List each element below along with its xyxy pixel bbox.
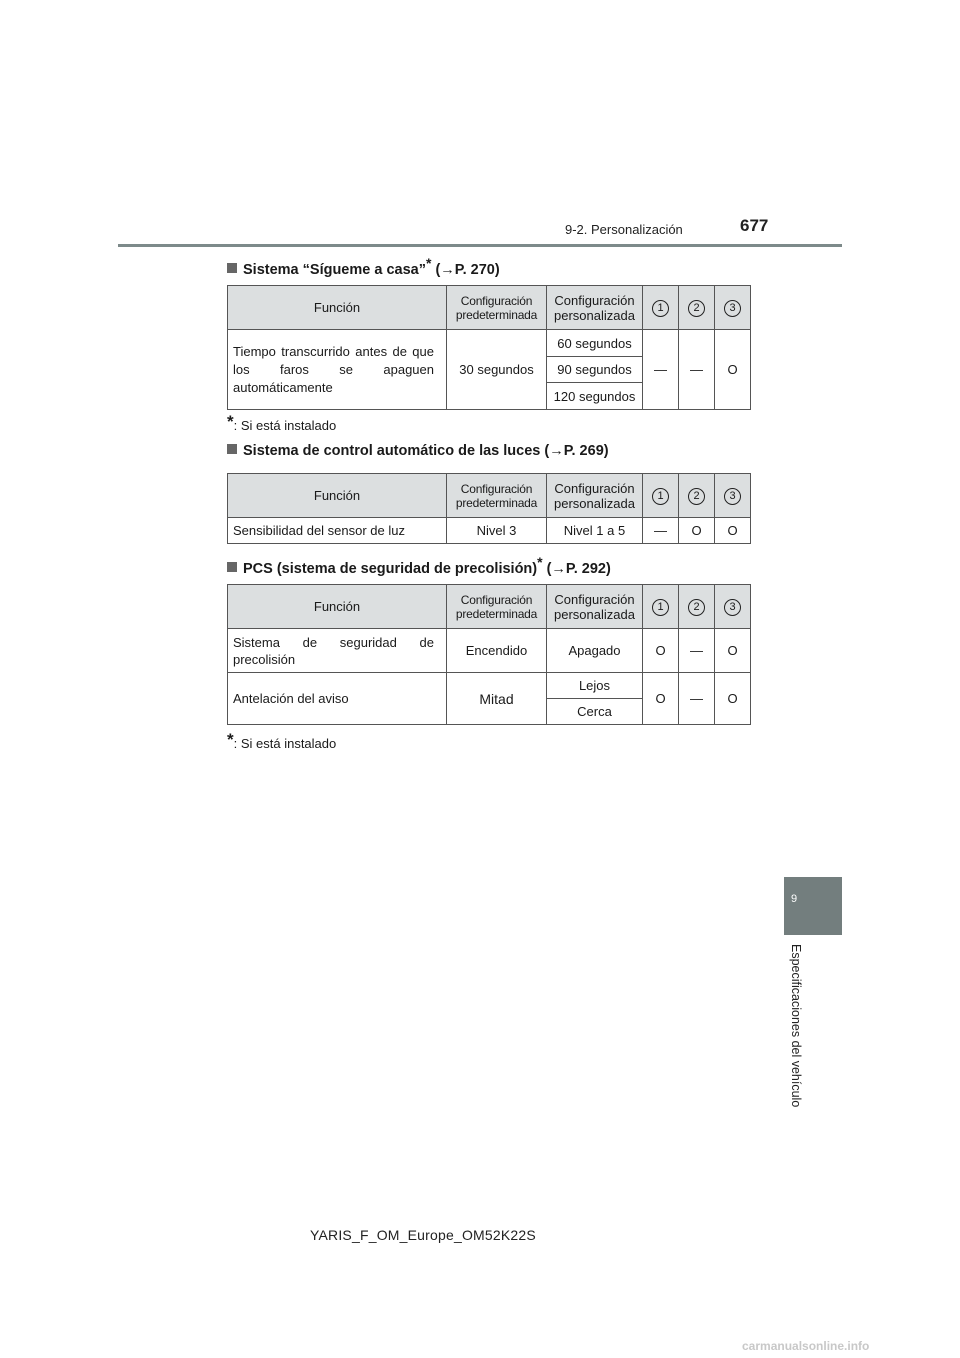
square-bullet-icon [227, 263, 237, 273]
row-custom-option: Lejos [547, 673, 643, 699]
table-header-row [228, 585, 751, 629]
col-1 [643, 286, 679, 330]
chapter-number: 9 [790, 893, 798, 905]
col-default: Configuración predeterminada [447, 286, 547, 330]
circled-3-icon: 3 [724, 488, 741, 505]
col-2 [679, 474, 715, 518]
document-code: YARIS_F_OM_Europe_OM52K22S [310, 1227, 536, 1243]
row-c1: — [643, 330, 679, 410]
row-function: Sensibilidad del sensor de luz [228, 518, 447, 544]
circled-1-icon: 1 [652, 488, 669, 505]
table-row [228, 330, 751, 357]
circled-2-icon: 2 [688, 599, 705, 616]
square-bullet-icon [227, 444, 237, 454]
circled-2-icon: 2 [688, 488, 705, 505]
page-ref: (→P. 270) [431, 261, 500, 278]
col-3 [715, 474, 751, 518]
table-auto-lights [227, 473, 751, 544]
table-pcs [227, 584, 751, 725]
circled-1-icon: 1 [652, 300, 669, 317]
col-function: Función [228, 474, 447, 518]
chapter-label: Especificaciones del vehículo [789, 944, 803, 1108]
circled-2-icon: 2 [688, 300, 705, 317]
row-custom-option: Cerca [547, 699, 643, 725]
section-title-auto-lights: Sistema de control automático de las luces (→P. 269) [227, 443, 609, 459]
row-c2: — [679, 629, 715, 673]
section-title-follow-me-home: Sistema “Sígueme a casa”* (→P. 270) [227, 255, 500, 278]
running-header: 9-2. Personalización [565, 222, 683, 237]
footnote: *: Si está instalado [227, 730, 337, 751]
col-2 [679, 585, 715, 629]
footnote-star: * [425, 255, 432, 271]
row-custom: Apagado [547, 629, 643, 673]
col-custom: Configuración personalizada [547, 474, 643, 518]
row-default: Nivel 3 [447, 518, 547, 544]
col-3 [715, 585, 751, 629]
row-default: Mitad [447, 673, 547, 725]
col-default: Configuración predeterminada [447, 474, 547, 518]
footnote: *: Si está instalado [227, 412, 337, 433]
col-1 [643, 474, 679, 518]
row-c2: O [679, 518, 715, 544]
row-c3: O [715, 518, 751, 544]
col-function: Función [228, 286, 447, 330]
table-header-row [228, 474, 751, 518]
col-default: Configuración predeterminada [447, 585, 547, 629]
header-divider [118, 244, 842, 247]
page-ref: (→P. 292) [542, 560, 611, 577]
col-3 [715, 286, 751, 330]
row-default: 30 segundos [447, 330, 547, 410]
row-custom-option: 60 segundos [547, 330, 643, 357]
row-c2: — [679, 673, 715, 725]
row-function: Sistema de seguridad de precolisión [228, 629, 447, 673]
watermark: carmanualsonline.info [742, 1339, 870, 1353]
row-c1: O [643, 673, 679, 725]
page-ref: (→P. 269) [540, 443, 609, 459]
circled-3-icon: 3 [724, 599, 741, 616]
table-row [228, 629, 751, 673]
row-custom: Nivel 1 a 5 [547, 518, 643, 544]
col-custom: Configuración personalizada [547, 585, 643, 629]
section-title-pcs: PCS (sistema de seguridad de precolisión)* (→P. 292) [227, 554, 611, 577]
circled-1-icon: 1 [652, 599, 669, 616]
row-custom-option: 120 segundos [547, 383, 643, 410]
table-follow-me-home [227, 285, 751, 410]
row-c3: O [715, 673, 751, 725]
table-row [228, 673, 751, 699]
row-c3: O [715, 330, 751, 410]
table-row [228, 518, 751, 544]
row-function: Tiempo transcurrido antes de que los faros se apaguen automáticamente [228, 330, 447, 410]
footnote-star: * [537, 554, 543, 570]
row-default: Encendido [447, 629, 547, 673]
col-2 [679, 286, 715, 330]
circled-3-icon: 3 [724, 300, 741, 317]
square-bullet-icon [227, 562, 237, 572]
row-c1: — [643, 518, 679, 544]
row-custom-option: 90 segundos [547, 357, 643, 383]
chapter-tab [784, 877, 842, 935]
row-c3: O [715, 629, 751, 673]
table-header-row [228, 286, 751, 330]
page-number: 677 [740, 216, 769, 235]
row-c1: O [643, 629, 679, 673]
col-custom: Configuración personalizada [547, 286, 643, 330]
row-function: Antelación del aviso [228, 673, 447, 725]
col-function: Función [228, 585, 447, 629]
col-1 [643, 585, 679, 629]
row-c2: — [679, 330, 715, 410]
